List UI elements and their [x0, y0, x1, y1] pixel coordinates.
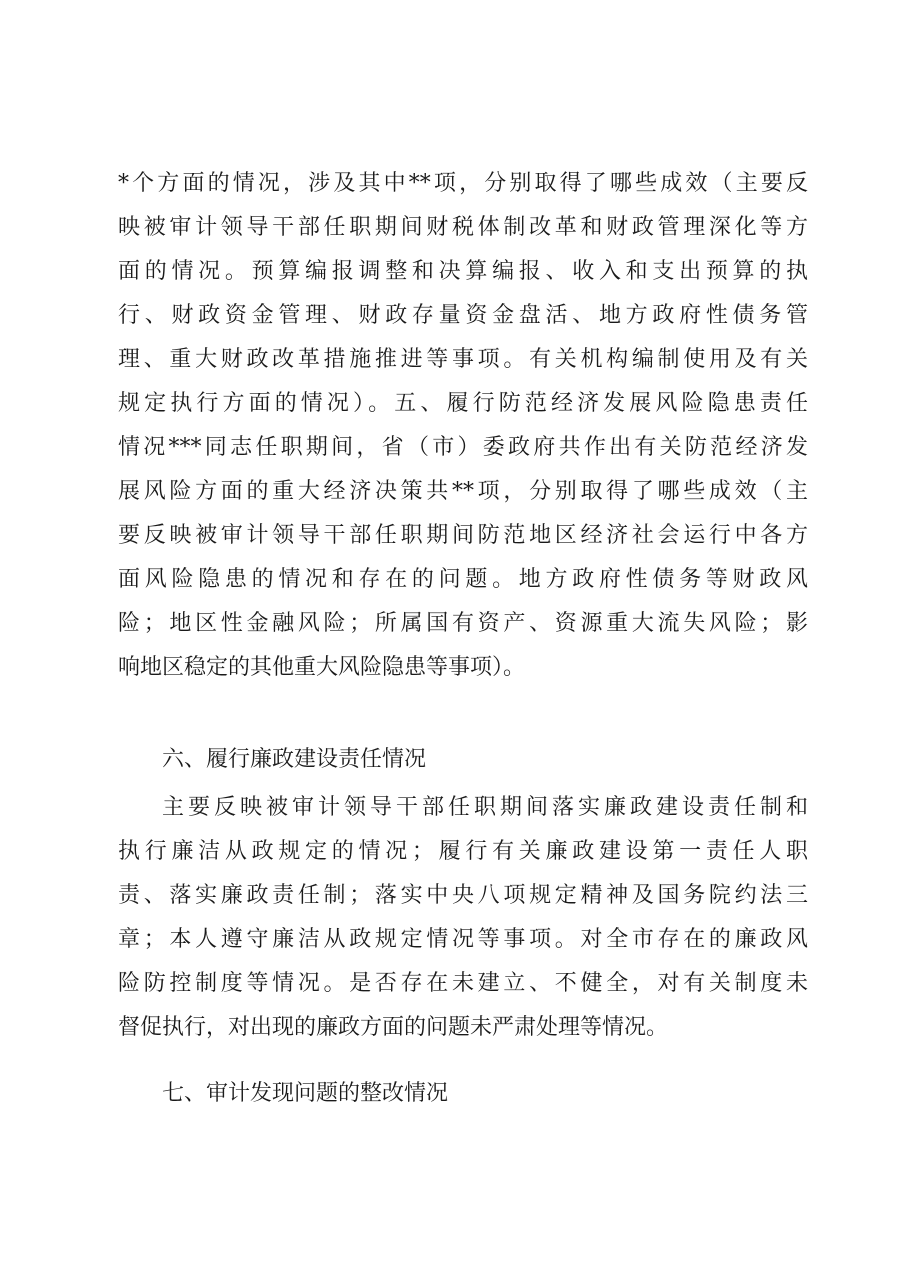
paragraph-line: 面的情况。预算编报调整和决算编报、收入和支出预算的执	[118, 259, 808, 284]
paragraph-line: 险防控制度等情况。是否存在未建立、不健全，对有关制度未	[118, 971, 808, 996]
paragraph-line: 展风险方面的重大经济决策共**项，分别取得了哪些成效（主	[118, 479, 808, 504]
paragraph-line: 主要反映被审计领导干部任职期间落实廉政建设责任制和	[162, 795, 808, 820]
section-heading-text: 七、审计发现问题的整改情况	[162, 1081, 449, 1106]
paragraph-line: 责、落实廉政责任制；落实中央八项规定精神及国务院约法三	[118, 883, 808, 908]
paragraph-line: *个方面的情况，涉及其中**项，分别取得了哪些成效（主要反	[118, 171, 808, 196]
paragraph-line: 章；本人遵守廉洁从政规定情况等事项。对全市存在的廉政风	[118, 927, 808, 952]
section-heading-6	[162, 738, 808, 782]
paragraph-line: 要反映被审计领导干部任职期间防范地区经济社会运行中各方	[118, 523, 808, 548]
paragraph-line: 执行廉洁从政规定的情况；履行有关廉政建设第一责任人职	[118, 839, 808, 864]
paragraph-line: 映被审计领导干部任职期间财税体制改革和财政管理深化等方	[118, 215, 808, 240]
paragraph-line: 督促执行，对出现的廉政方面的问题未严肃处理等情况。	[118, 1015, 669, 1040]
paragraph-line: 规定执行方面的情况）。五、履行防范经济发展风险隐患责任	[118, 391, 808, 416]
paragraph-line: 响地区稳定的其他重大风险隐患等事项）。	[118, 655, 526, 680]
paragraph-line: 面风险隐患的情况和存在的问题。地方政府性债务等财政风	[118, 567, 808, 592]
paragraph-integrity	[118, 786, 808, 1050]
paragraph-line: 行、财政资金管理、财政存量资金盘活、地方政府性债务管	[118, 303, 808, 328]
section-heading-text: 六、履行廉政建设责任情况	[162, 747, 427, 772]
section-heading-7	[162, 1072, 808, 1116]
paragraph-financial-risk	[118, 162, 808, 690]
paragraph-line: 情况***同志任职期间，省（市）委政府共作出有关防范经济发	[118, 435, 808, 460]
paragraph-line: 理、重大财政改革措施推进等事项。有关机构编制使用及有关	[118, 347, 808, 372]
paragraph-line: 险；地区性金融风险；所属国有资产、资源重大流失风险；影	[118, 611, 808, 636]
